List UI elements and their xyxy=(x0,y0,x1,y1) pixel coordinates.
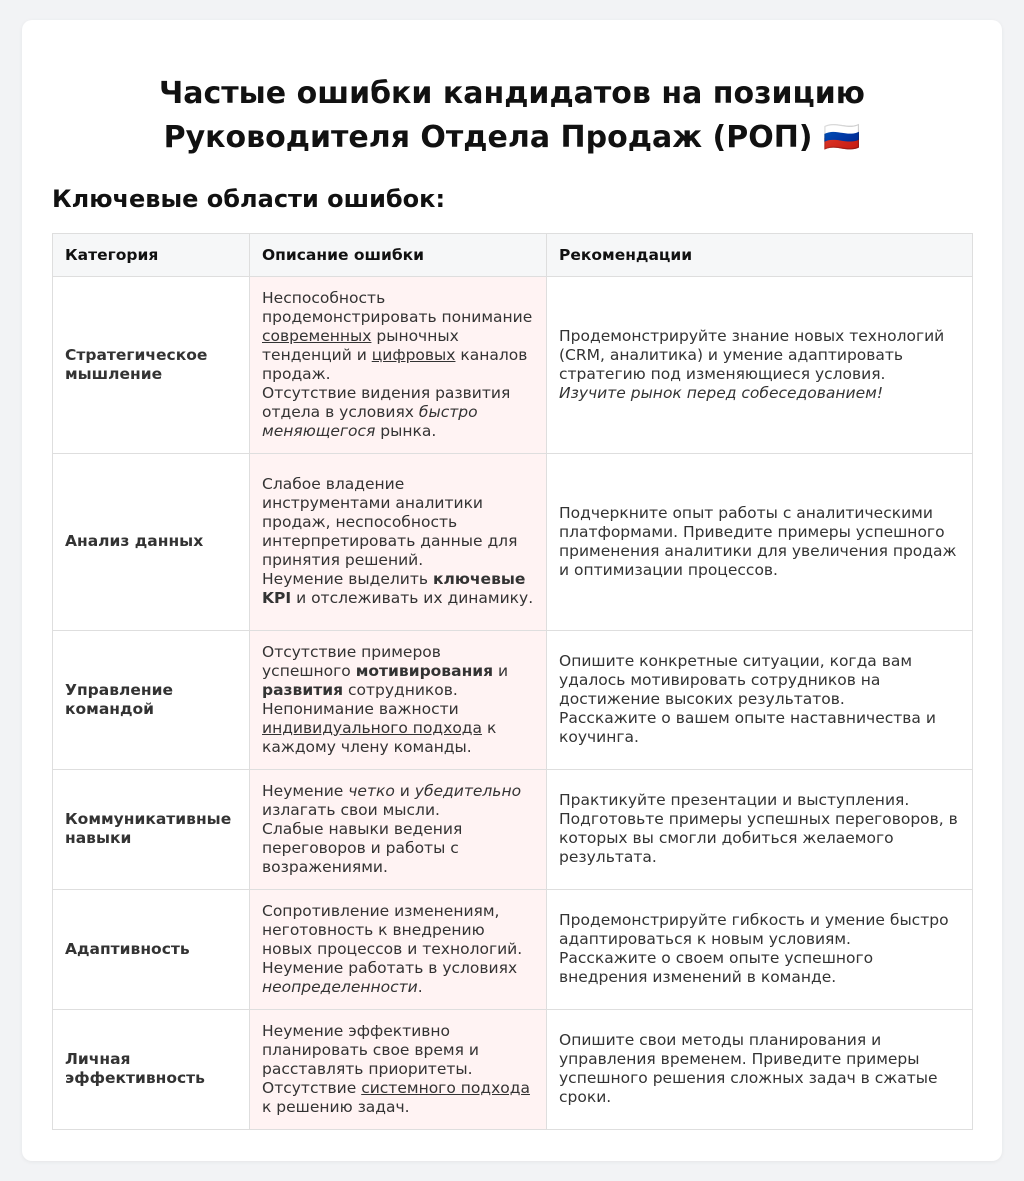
section-heading: Ключевые области ошибок: xyxy=(52,185,446,213)
content-card xyxy=(22,20,1002,1161)
page-title xyxy=(22,72,1002,160)
error-cell: Слабое владение инструментами аналитики продаж, неспособность интерпретировать данные для принятия решений. Неумение выделить ключевые KPI и отслеживать их динамику. xyxy=(250,454,547,631)
error-cell: Неспособность продемонстрировать понимание современных рыночных тенденций и цифровых каналов продаж. Отсутствие видения развития отдела в условиях быстро меняющегося рынка. xyxy=(250,277,547,454)
table-header-row xyxy=(53,234,973,277)
recommendation-cell: Подчеркните опыт работы с аналитическими платформами. Приведите примеры успешного применения аналитики для увеличения продаж и оптимизации процессов. xyxy=(547,454,973,631)
recommendation-cell: Практикуйте презентации и выступления. Подготовьте примеры успешных переговоров, в которых вы смогли добиться желаемого результата. xyxy=(547,770,973,890)
title-line-2-text: Руководителя Отдела Продаж (РОП) xyxy=(163,120,813,155)
recommendation-cell: Опишите свои методы планирования и управления временем. Приведите примеры успешного решения сложных задач в сжатые сроки. xyxy=(547,1010,973,1130)
error-cell: Неумение эффективно планировать свое время и расставлять приоритеты. Отсутствие системного подхода к решению задач. xyxy=(250,1010,547,1130)
recommendation-cell: Опишите конкретные ситуации, когда вам удалось мотивировать сотрудников на достижение высоких результатов. Расскажите о вашем опыте наставничества и коучинга. xyxy=(547,631,973,770)
category-cell: Стратегическое мышление xyxy=(53,277,250,454)
table-row xyxy=(53,631,973,770)
category-cell: Коммуникативные навыки xyxy=(53,770,250,890)
recommendation-cell: Продемонстрируйте знание новых технологий (CRM, аналитика) и умение адаптировать стратегию под изменяющиеся условия. Изучите рынок перед собеседованием! xyxy=(547,277,973,454)
category-cell: Адаптивность xyxy=(53,890,250,1010)
header-recommendations: Рекомендации xyxy=(547,234,973,277)
mistakes-table xyxy=(52,233,973,1130)
recommendation-cell: Продемонстрируйте гибкость и умение быстро адаптироваться к новым условиям. Расскажите о своем опыте успешного внедрения изменений в команде. xyxy=(547,890,973,1010)
table-row xyxy=(53,770,973,890)
table-row xyxy=(53,890,973,1010)
error-cell: Отсутствие примеров успешного мотивирования и развития сотрудников. Непонимание важности индивидуального подхода к каждому члену команды. xyxy=(250,631,547,770)
category-cell: Анализ данных xyxy=(53,454,250,631)
category-cell: Личная эффективность xyxy=(53,1010,250,1130)
error-cell: Сопротивление изменениям, неготовность к внедрению новых процессов и технологий. Неумение работать в условиях неопределенности. xyxy=(250,890,547,1010)
table-row xyxy=(53,454,973,631)
error-cell: Неумение четко и убедительно излагать свои мысли. Слабые навыки ведения переговоров и работы с возражениями. xyxy=(250,770,547,890)
table-row xyxy=(53,277,973,454)
category-cell: Управление командой xyxy=(53,631,250,770)
title-line-2 xyxy=(22,116,1002,160)
table-row xyxy=(53,1010,973,1130)
header-category: Категория xyxy=(53,234,250,277)
flag-emoji-icon: 🇷🇺 xyxy=(822,120,861,155)
header-error-description: Описание ошибки xyxy=(250,234,547,277)
title-line-1: Частые ошибки кандидатов на позицию xyxy=(159,76,865,111)
